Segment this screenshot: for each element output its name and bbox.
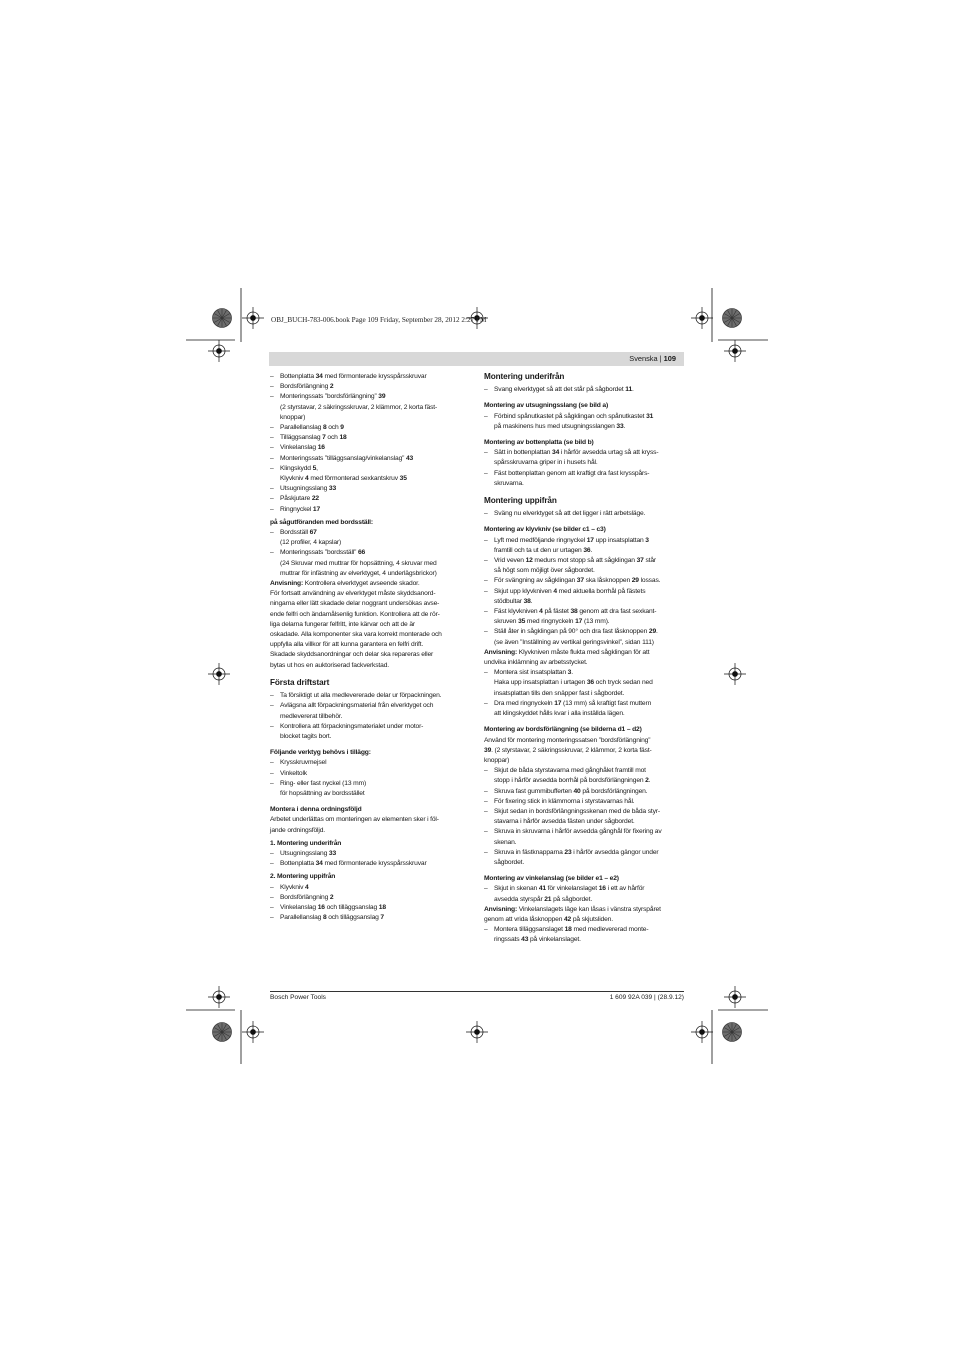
- paragraph: Använd för montering monteringssatsen ”bordsförlängning” 39. (2 styrstavar, 2 säkringsskruvar, 2 klämmor, 2 korta fäst- knoppar): [484, 736, 652, 764]
- list-item: – Bordsställ 67 (12 profiler, 4 kapslar): [270, 528, 470, 548]
- spacer: [484, 868, 684, 871]
- list-item: – Förbind spånutkastet på sågklingan och spånutkastet 31 på maskinens hus med utsugningsslangen 33.: [484, 412, 684, 432]
- registration-target: [242, 1021, 264, 1043]
- list-item: – Bordsförlängning 2: [270, 893, 470, 903]
- section-heading: Första driftstart: [270, 677, 330, 687]
- list-item: – Fäst klyvkniven 4 på fästet 38 genom att dra fast sexkant- skruven 35 med ringnyckeln 17 (13 mm).: [484, 607, 684, 627]
- subheading: Montering av bottenplatta (se bild b): [484, 439, 594, 447]
- right-column: [484, 372, 684, 946]
- list-item: – Tilläggsanslag 7 och 18: [270, 433, 470, 443]
- list-item: – Ring- eller fast nyckel (13 mm) för hopsättning av bordsstället: [270, 779, 470, 799]
- list-item: – För svängning av sågklingan 37 ska låsknoppen 29 lossas.: [484, 576, 684, 586]
- list-item: – Klyvkniv 4: [270, 883, 470, 893]
- footer-brand: Bosch Power Tools: [270, 994, 326, 1001]
- registration-target: [691, 1021, 713, 1043]
- list-item: – Lyft med medföljande ringnyckel 17 upp insatsplattan 3 framtill och ta ut den ur urtagen 36.: [484, 536, 684, 556]
- paragraph: Arbetet underlättas om monteringen av elementen sker i föl- jande ordningsföljd.: [270, 816, 439, 834]
- subheading: 2. Montering uppifrån: [270, 873, 336, 881]
- list-item: – Vinkeltolk: [270, 769, 470, 779]
- list-item: – Påskjutare 22: [270, 494, 470, 504]
- page-number: 109: [663, 354, 676, 363]
- subheading: på sågutföranden med bordsställ:: [270, 518, 373, 526]
- page-header: [269, 352, 684, 366]
- spacer: [484, 719, 684, 722]
- page-footer: [270, 991, 684, 1001]
- list-item: – Skruva fast gummibufferten 40 på bordsförlängningen.: [484, 787, 684, 797]
- list-item: – Skjut upp klyvkniven 4 med aktuella borrhål på fästets stödbultar 38.: [484, 587, 684, 607]
- list-item: – Parallellanslag 8 och tilläggsanslag 7: [270, 913, 470, 923]
- spacer: [484, 432, 684, 435]
- subheading: Montering av utsugningsslang (se bild a): [484, 402, 609, 410]
- list-item: – Vinkelanslag 16: [270, 443, 470, 453]
- footer-doc-number: 1 609 92A 039 | (28.9.12): [609, 994, 684, 1001]
- left-column: [270, 372, 470, 923]
- list-item: – Ta försiktigt ut alla medlevererade delar ur förpackningen.: [270, 691, 470, 701]
- paragraph: Anvisning: Kontrollera elverktyget avseende skador.: [270, 580, 420, 588]
- header-label: Svenska | 109: [629, 354, 676, 363]
- section-heading: Montering uppifrån: [484, 496, 557, 506]
- paragraph: Anvisning: Klyvkniven måste flukta med sågklingan för att undvika inklämning av arbetsstycket.: [484, 648, 650, 667]
- print-slug: OBJ_BUCH-783-006.book Page 109 Friday, September 28, 2012 2:27 PM: [271, 316, 487, 324]
- subheading: Montering av klyvkniv (se bilder c1 – c3): [484, 526, 606, 534]
- color-disc: [213, 1023, 232, 1042]
- color-disc: [723, 1023, 742, 1042]
- list-item: – Ställ åter in sågklingan på 90° och dra fast låsknoppen 29. (se även ”Inställning av vertikal geringsvinkel”, sidan 111): [484, 627, 684, 647]
- list-item: – För fixering stick in klämmorna i styrstavarnas hål.: [484, 797, 684, 807]
- list-item: – Bottenplatta 34 med förmonterade krysspårsskruvar: [270, 372, 470, 382]
- color-disc: [213, 309, 232, 328]
- registration-target: [466, 1021, 488, 1043]
- registration-target: [208, 663, 230, 685]
- list-item: – Parallellanslag 8 och 9: [270, 423, 470, 433]
- list-item: – Dra med ringnyckeln 17 (13 mm) så kraftigt fast muttern att klingskyddet hålls kvar i alla inställda lägen.: [484, 699, 684, 719]
- section-heading: Montering underifrån: [484, 372, 565, 381]
- paragraph: Anvisning: Vinkelanslagets läge kan låsas i vänstra styrspåret genom att vrida låsknoppen 42 på skjutsliden.: [484, 905, 661, 923]
- color-disc: [723, 309, 742, 328]
- list-item: – Monteringssats ”bordsförlängning” 39 (2 styrstavar, 2 säkringsskruvar, 2 klämmor, 2 korta fäst- knoppar): [270, 392, 470, 423]
- registration-target: [724, 986, 746, 1008]
- list-item: – Ringnyckel 17: [270, 505, 470, 515]
- paragraph: För fortsatt användning av elverktyget måste skyddsanord- ningarna eller lätt skadade delar noggrant undersökas avse- ende felfri och ändamålsenlig funktion. Kontrollera att de rör- liga delarna fungerar felfritt, inte kärvar och att de är oskadade. Alla komponenter ska vara korrekt monterade och uppfylla alla villkor för att kunna garantera en felfri drift. Skadade skyddsanordningar och delar ska repareras eller bytas ut hos en auktoriserad fackverkstad.: [270, 590, 442, 669]
- list-item: – Avlägsna allt förpackningsmaterial från elverktyget och medlevererat tillbehör.: [270, 701, 470, 721]
- list-item: – Utsugningsslang 33: [270, 484, 470, 494]
- registration-target: [208, 986, 230, 1008]
- header-language: Svenska: [629, 354, 658, 363]
- list-item: – Kontrollera att förpackningsmaterialet under motor- blocket tagits bort.: [270, 722, 470, 742]
- list-item: – Sätt in bottenplattan 34 i hårför avsedda urtag så att kryss- spårsskruvarna griper in i husets hål.: [484, 448, 684, 468]
- subheading: Följande verktyg behövs i tillägg:: [270, 749, 371, 757]
- subheading: Montering av bordsförlängning (se bilderna d1 – d2): [484, 726, 642, 734]
- list-item: – Montera sist insatsplattan 3. Haka upp insatsplattan i urtagen 36 och tryck sedan ned insatsplattan tills den snäpper fast i sågbordet.: [484, 668, 684, 699]
- list-item: – Montera tilläggsanslaget 18 med medlevererad monte- ringssats 43 på vinkelanslaget.: [484, 925, 684, 945]
- registration-target: [208, 340, 230, 362]
- list-item: – Skjut in skenan 41 för vinkelanslaget 16 i ett av hårför avsedda styrspår 21 på sågbordet.: [484, 884, 684, 904]
- list-item: – Bottenplatta 34 med förmonterade krysspårsskruvar: [270, 859, 470, 869]
- list-item: – Vrid veven 12 medurs mot stopp så att sågklingan 37 står så högt som möjligt över sågbordet.: [484, 556, 684, 576]
- list-item: – Fäst bottenplattan genom att kraftigt dra fast krysspårs- skruvarna.: [484, 469, 684, 489]
- list-item: – Sväng nu elverktyget så att det ligger i rätt arbetsläge.: [484, 509, 684, 519]
- spacer: [484, 519, 684, 522]
- registration-target: [724, 340, 746, 362]
- spacer: [484, 395, 684, 398]
- registration-target: [691, 307, 713, 329]
- list-item: – Svang elverktyget så att det står på sågbordet 11.: [484, 385, 684, 395]
- list-item: – Klingskydd 5, Klyvkniv 4 med förmonterad sexkantskruv 35: [270, 464, 470, 484]
- subheading: Montering av vinkelanslag (se bilder e1 – e2): [484, 875, 619, 883]
- list-item: – Bordsförlängning 2: [270, 382, 470, 392]
- list-item: – Skruva in fästknapparna 23 i hårför avsedda gängor under sågbordet.: [484, 848, 684, 868]
- list-item: – Skjut sedan in bordsförlängningsskenan med de båda styr- stavarna i hårför avsedda fästen under sågbordet.: [484, 807, 684, 827]
- subheading: 1. Montering underifrån: [270, 839, 342, 847]
- list-item: – Krysskruvmejsel: [270, 758, 470, 768]
- spacer: [270, 799, 470, 802]
- list-item: – Skruva in skruvarna i hårför avsedda gånghål för fixering av skenan.: [484, 827, 684, 847]
- list-item: – Monteringssats ”tilläggsanslag/vinkelanslag” 43: [270, 454, 470, 464]
- subheading: Montera i denna ordningsföljd: [270, 806, 362, 814]
- list-item: – Skjut de båda styrstavarna med gånghålet framtill mot stopp i hårför avsedda borrhål på bordsförlängningen 2.: [484, 766, 684, 786]
- spacer: [270, 742, 470, 745]
- list-item: – Utsugningsslang 33: [270, 849, 470, 859]
- list-item: – Monteringssats ”bordsställ” 66 (24 Skruvar med muttrar för hopsättning, 4 skruvar med muttrar för infästning av elverktyget, 4 underlägsbrickor): [270, 548, 470, 579]
- registration-target: [242, 307, 264, 329]
- list-item: – Vinkelanslag 16 och tilläggsanslag 18: [270, 903, 470, 913]
- registration-target: [724, 663, 746, 685]
